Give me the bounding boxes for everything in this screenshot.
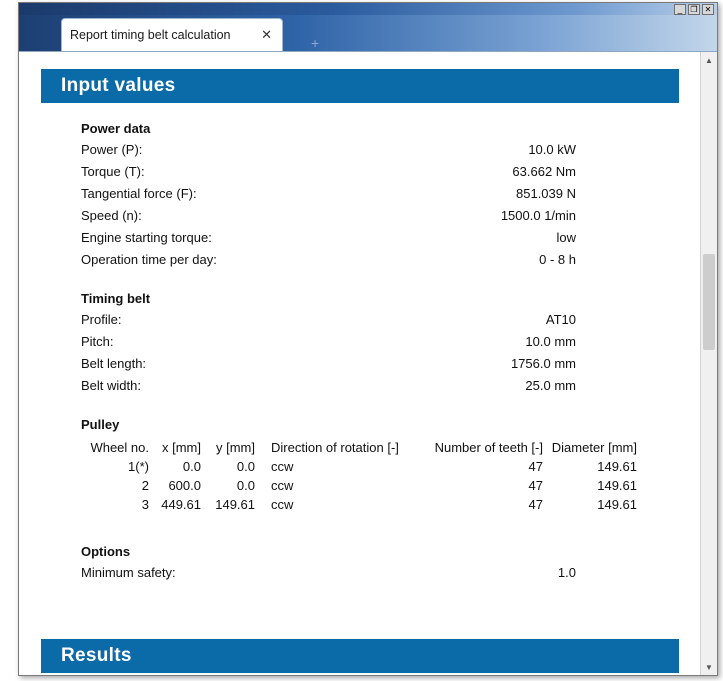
group-pulley [81, 417, 701, 514]
row-value: 10.0 mm [525, 334, 576, 349]
row-value: 0 - 8 h [539, 252, 576, 267]
cell-y: 149.61 [215, 497, 255, 512]
row-value: low [556, 230, 576, 245]
maximize-button[interactable]: ❐ [688, 4, 700, 15]
group-title: Pulley [81, 417, 120, 432]
table-row [81, 251, 576, 273]
row-value: AT10 [545, 312, 576, 327]
cell-x: 600.0 [168, 478, 201, 493]
table-row [81, 229, 576, 251]
table-row [81, 476, 639, 495]
row-label: Engine starting torque: [81, 230, 212, 245]
scroll-down-icon[interactable]: ▼ [701, 659, 717, 675]
cell-y: 0.0 [236, 478, 255, 493]
row-value: 851.039 N [516, 186, 576, 201]
cell-diameter: 149.61 [597, 497, 637, 512]
row-label: Minimum safety: [81, 565, 176, 580]
table-row [81, 333, 576, 355]
group-title: Power data [81, 121, 151, 136]
column-header-diameter: Diameter [mm] [551, 439, 637, 455]
column-header-wheel-no: Wheel no. [90, 439, 149, 455]
row-label: Profile: [81, 312, 122, 327]
group-title: Options [81, 544, 131, 559]
row-value: 1.0 [557, 565, 576, 580]
row-label: Tangential force (F): [81, 186, 197, 201]
content-area [19, 51, 717, 675]
table-row [81, 141, 576, 163]
cell-teeth: 47 [528, 497, 543, 512]
row-label: Torque (T): [81, 164, 145, 179]
row-label: Speed (n): [81, 208, 142, 223]
table-row [81, 311, 576, 333]
row-label: Pitch: [81, 334, 114, 349]
cell-x: 449.61 [161, 497, 201, 512]
table-row [81, 207, 576, 229]
cell-wheel-no: 2 [141, 478, 149, 493]
cell-direction: ccw [271, 459, 294, 474]
section-header-results: Results [41, 639, 679, 673]
tab-strip [19, 15, 717, 51]
cell-direction: ccw [271, 478, 294, 493]
column-header-direction: Direction of rotation [-] [271, 439, 399, 455]
timing-belt-table [81, 311, 576, 399]
group-options [81, 544, 701, 586]
window-controls [674, 4, 714, 15]
power-data-table [81, 141, 576, 273]
table-row [81, 355, 576, 377]
add-tab-button[interactable]: + [311, 35, 320, 51]
row-label: Belt width: [81, 378, 141, 393]
scrollbar-thumb[interactable] [703, 254, 715, 350]
application-window [18, 2, 718, 676]
row-label: Operation time per day: [81, 252, 217, 267]
row-value: 1756.0 mm [510, 356, 576, 371]
scroll-up-icon[interactable]: ▲ [701, 52, 717, 68]
minimize-button[interactable]: _ [674, 4, 686, 15]
column-header-x: x [mm] [162, 439, 201, 455]
table-row [81, 457, 639, 476]
vertical-scrollbar[interactable] [700, 52, 717, 675]
group-timing-belt [81, 291, 701, 399]
options-table [81, 564, 576, 586]
row-value: 25.0 mm [525, 378, 576, 393]
cell-teeth: 47 [528, 478, 543, 493]
pulley-table [81, 437, 639, 514]
table-row [81, 163, 576, 185]
table-row [81, 377, 576, 399]
cell-wheel-no: 3 [141, 497, 149, 512]
spacer [19, 586, 701, 622]
row-value: 1500.0 1/min [500, 208, 576, 223]
group-power-data [81, 121, 701, 273]
row-value: 63.662 Nm [512, 164, 576, 179]
table-row [81, 564, 576, 586]
row-value: 10.0 kW [528, 142, 576, 157]
close-icon[interactable]: ✕ [261, 27, 272, 42]
row-label: Belt length: [81, 356, 147, 371]
table-row [81, 185, 576, 207]
group-title: Timing belt [81, 291, 151, 306]
report-document [19, 52, 701, 675]
table-row [81, 495, 639, 514]
cell-teeth: 47 [528, 459, 543, 474]
spacer [19, 514, 701, 540]
cell-diameter: 149.61 [597, 478, 637, 493]
section-header-input-values: Input values [41, 69, 679, 103]
tab-label: Report timing belt calculation [70, 28, 231, 42]
cell-y: 0.0 [236, 459, 255, 474]
tab-report-timing-belt-calculation[interactable] [61, 18, 283, 51]
column-header-y: y [mm] [216, 439, 255, 455]
cell-diameter: 149.61 [597, 459, 637, 474]
cell-direction: ccw [271, 497, 294, 512]
cell-wheel-no: 1(*) [128, 459, 149, 474]
cell-x: 0.0 [182, 459, 201, 474]
title-bar [19, 3, 717, 15]
table-header-row [81, 437, 639, 457]
column-header-teeth: Number of teeth [-] [434, 439, 543, 455]
row-label: Power (P): [81, 142, 143, 157]
close-button[interactable]: ✕ [702, 4, 714, 15]
